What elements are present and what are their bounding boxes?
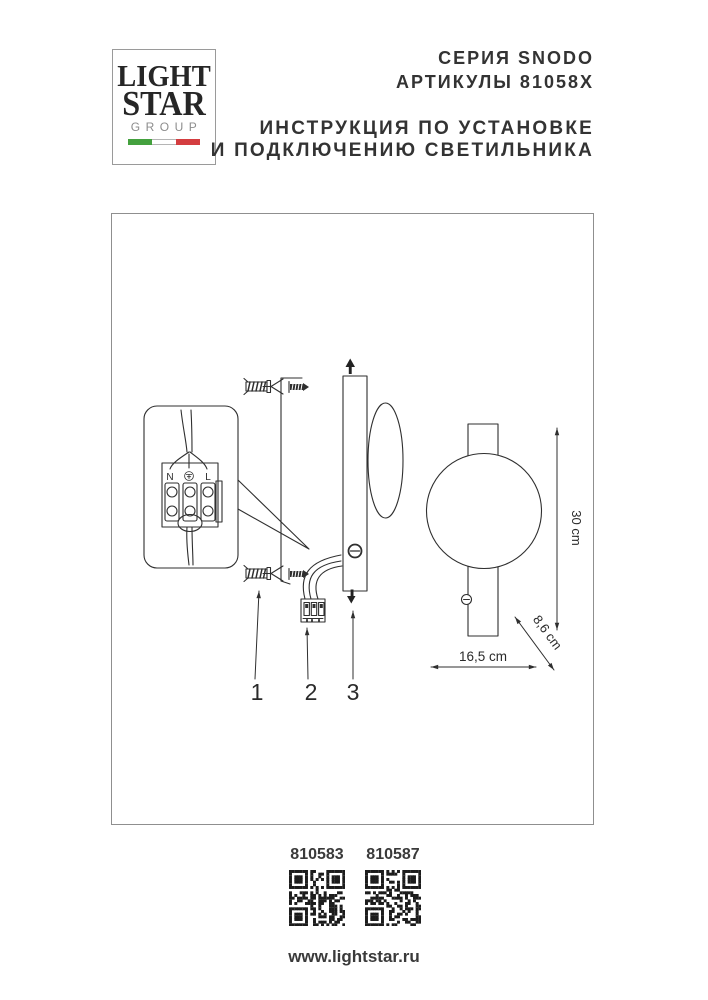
terminal-block bbox=[162, 463, 222, 565]
flag-white-segment bbox=[152, 139, 176, 145]
bracket-bottom-front bbox=[468, 559, 498, 636]
installation-diagram bbox=[111, 213, 594, 825]
qr-label-810587: 810587 bbox=[366, 846, 420, 863]
lamp-shade-side bbox=[368, 403, 403, 518]
mains-wires bbox=[181, 410, 192, 452]
outgoing-wires bbox=[187, 527, 193, 565]
connector-wires bbox=[303, 555, 342, 599]
dimension-depth-label: 8,6 cm bbox=[529, 612, 566, 653]
direction-down-arrow-icon bbox=[347, 590, 356, 604]
italian-flag-stripe bbox=[128, 139, 200, 145]
dimension-height-label: 30 cm bbox=[569, 510, 584, 546]
instruction-line2: И ПОДКЛЮЧЕНИЮ СВЕТИЛЬНИКА bbox=[210, 140, 594, 161]
part-number-1: 1 bbox=[250, 679, 264, 705]
series-header bbox=[396, 46, 594, 94]
wire-connector bbox=[301, 599, 325, 622]
part-number-3: 3 bbox=[346, 679, 360, 705]
qr-code-image-810587 bbox=[365, 870, 421, 926]
website-url: www.lightstar.ru bbox=[288, 947, 420, 966]
instruction-line1: ИНСТРУКЦИЯ ПО УСТАНОВКЕ bbox=[259, 118, 594, 139]
flag-green-segment bbox=[128, 139, 152, 145]
wiring-callout bbox=[144, 406, 309, 568]
terminal-label-n: N bbox=[166, 472, 174, 483]
logo-word-group: GROUP bbox=[130, 120, 203, 134]
lamp-shade-front bbox=[427, 454, 542, 569]
dimension-width-label: 16,5 cm bbox=[458, 649, 508, 664]
logo-word-star: STAR bbox=[122, 84, 206, 123]
qr-code-image-810583 bbox=[289, 870, 345, 926]
wire-loop bbox=[178, 515, 202, 532]
qr-label-810583: 810583 bbox=[290, 846, 344, 863]
earth-symbol-icon bbox=[185, 472, 194, 481]
terminal-label-l: L bbox=[205, 472, 211, 483]
part-number-2: 2 bbox=[304, 679, 318, 705]
instruction-header bbox=[211, 118, 594, 162]
lightstar-logo bbox=[112, 49, 216, 165]
wall-anchor-and-screw-icon bbox=[244, 566, 309, 582]
flag-red-segment bbox=[176, 139, 200, 145]
series-title: СЕРИЯ SNODO bbox=[438, 48, 594, 68]
terminal-contacts bbox=[165, 481, 222, 522]
installation-diagram-svg bbox=[112, 214, 593, 824]
mounting-strip-profile bbox=[281, 378, 302, 584]
wall-anchor-and-screw-icon bbox=[244, 379, 309, 395]
lamp-side-view bbox=[343, 359, 403, 604]
lamp-bracket-side bbox=[343, 376, 367, 591]
logo-word-light: LIGHT bbox=[117, 58, 211, 93]
direction-up-arrow-icon bbox=[346, 359, 356, 375]
callout-pointer-lines bbox=[238, 480, 309, 549]
lamp-front-view bbox=[427, 424, 542, 636]
articles-title: АРТИКУЛЫ 81058X bbox=[396, 72, 594, 92]
